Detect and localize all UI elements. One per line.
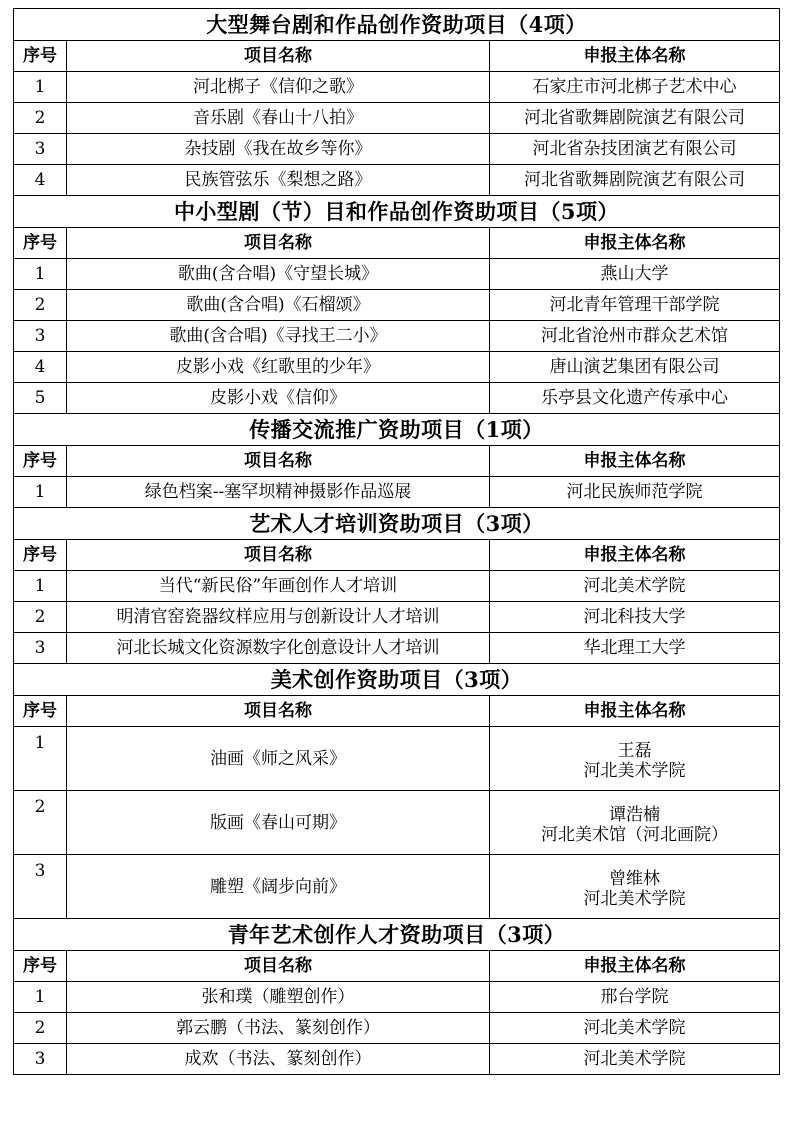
table-header-row bbox=[14, 228, 780, 259]
section-title: 青年艺术创作人才资助项目（3项） bbox=[14, 919, 780, 951]
applicant bbox=[490, 791, 780, 855]
table-row bbox=[14, 290, 780, 321]
table-row bbox=[14, 633, 780, 664]
section-title-row bbox=[14, 664, 780, 696]
applicant: 河北省杂技团演艺有限公司 bbox=[490, 134, 780, 165]
section-title-row bbox=[14, 919, 780, 951]
applicant: 唐山演艺集团有限公司 bbox=[490, 352, 780, 383]
applicant: 河北科技大学 bbox=[490, 602, 780, 633]
applicant bbox=[490, 855, 780, 919]
project-name: 民族管弦乐《梨想之路》 bbox=[67, 165, 490, 196]
project-name: 歌曲(含合唱)《寻找王二小》 bbox=[67, 321, 490, 352]
header-number: 序号 bbox=[14, 446, 67, 477]
applicant-person: 曾维林 bbox=[609, 868, 660, 889]
row-number: 4 bbox=[14, 165, 67, 196]
applicant: 河北省歌舞剧院演艺有限公司 bbox=[490, 165, 780, 196]
table-row bbox=[14, 321, 780, 352]
project-name: 河北长城文化资源数字化创意设计人才培训 bbox=[67, 633, 490, 664]
table-row bbox=[14, 1013, 780, 1044]
table-row bbox=[14, 352, 780, 383]
section-title-row bbox=[14, 9, 780, 41]
header-applicant: 申报主体名称 bbox=[490, 540, 780, 571]
applicant: 河北省沧州市群众艺术馆 bbox=[490, 321, 780, 352]
project-name: 张和璞（雕塑创作） bbox=[67, 982, 490, 1013]
project-name: 皮影小戏《红歌里的少年》 bbox=[67, 352, 490, 383]
row-number: 3 bbox=[14, 633, 67, 664]
applicant bbox=[490, 727, 780, 791]
header-applicant: 申报主体名称 bbox=[490, 228, 780, 259]
header-project-name: 项目名称 bbox=[67, 446, 490, 477]
table-header-row bbox=[14, 446, 780, 477]
header-project-name: 项目名称 bbox=[67, 696, 490, 727]
section-title: 艺术人才培训资助项目（3项） bbox=[14, 508, 780, 540]
header-applicant: 申报主体名称 bbox=[490, 696, 780, 727]
project-name: 绿色档案--塞罕坝精神摄影作品巡展 bbox=[67, 477, 490, 508]
table-row bbox=[14, 727, 780, 791]
project-name: 歌曲(含合唱)《守望长城》 bbox=[67, 259, 490, 290]
project-name: 音乐剧《春山十八拍》 bbox=[67, 103, 490, 134]
table-row bbox=[14, 571, 780, 602]
row-number: 1 bbox=[14, 571, 67, 602]
table-row bbox=[14, 791, 780, 855]
project-name: 当代“新民俗”年画创作人才培训 bbox=[67, 571, 490, 602]
project-name: 成欢（书法、篆刻创作） bbox=[67, 1044, 490, 1075]
table-row bbox=[14, 1044, 780, 1075]
section-title-row bbox=[14, 414, 780, 446]
table-row bbox=[14, 103, 780, 134]
section-title-row bbox=[14, 196, 780, 228]
header-project-name: 项目名称 bbox=[67, 540, 490, 571]
applicant: 河北民族师范学院 bbox=[490, 477, 780, 508]
applicant: 华北理工大学 bbox=[490, 633, 780, 664]
applicant: 河北美术学院 bbox=[490, 571, 780, 602]
row-number: 3 bbox=[14, 134, 67, 165]
header-project-name: 项目名称 bbox=[67, 951, 490, 982]
table-header-row bbox=[14, 540, 780, 571]
project-name: 版画《春山可期》 bbox=[67, 791, 490, 855]
applicant-organization: 河北美术学院 bbox=[583, 760, 686, 781]
row-number: 2 bbox=[14, 290, 67, 321]
project-name: 歌曲(含合唱)《石榴颂》 bbox=[67, 290, 490, 321]
row-number: 3 bbox=[14, 855, 67, 919]
table-header-row bbox=[14, 696, 780, 727]
header-number: 序号 bbox=[14, 41, 67, 72]
project-name: 河北梆子《信仰之歌》 bbox=[67, 72, 490, 103]
row-number: 1 bbox=[14, 72, 67, 103]
header-number: 序号 bbox=[14, 540, 67, 571]
applicant-person: 王磊 bbox=[617, 740, 652, 761]
row-number: 3 bbox=[14, 1044, 67, 1075]
table-header-row bbox=[14, 951, 780, 982]
section-title: 传播交流推广资助项目（1项） bbox=[14, 414, 780, 446]
project-name: 郭云鹏（书法、篆刻创作） bbox=[67, 1013, 490, 1044]
header-project-name: 项目名称 bbox=[67, 41, 490, 72]
project-name: 油画《师之风采》 bbox=[67, 727, 490, 791]
row-number: 5 bbox=[14, 383, 67, 414]
section-title: 美术创作资助项目（3项） bbox=[14, 664, 780, 696]
header-applicant: 申报主体名称 bbox=[490, 951, 780, 982]
project-name: 杂技剧《我在故乡等你》 bbox=[67, 134, 490, 165]
table-row bbox=[14, 259, 780, 290]
section-title: 大型舞台剧和作品创作资助项目（4项） bbox=[14, 9, 780, 41]
table-row bbox=[14, 72, 780, 103]
row-number: 2 bbox=[14, 602, 67, 633]
row-number: 1 bbox=[14, 477, 67, 508]
table-header-row bbox=[14, 41, 780, 72]
table-row bbox=[14, 602, 780, 633]
project-name: 雕塑《阔步向前》 bbox=[67, 855, 490, 919]
applicant: 河北美术学院 bbox=[490, 1044, 780, 1075]
table-row bbox=[14, 982, 780, 1013]
applicant-person: 谭浩楠 bbox=[609, 804, 660, 825]
applicant: 石家庄市河北梆子艺术中心 bbox=[490, 72, 780, 103]
row-number: 1 bbox=[14, 259, 67, 290]
table-row bbox=[14, 134, 780, 165]
table-row bbox=[14, 477, 780, 508]
applicant: 河北省歌舞剧院演艺有限公司 bbox=[490, 103, 780, 134]
header-number: 序号 bbox=[14, 696, 67, 727]
table-row bbox=[14, 165, 780, 196]
section-title: 中小型剧（节）目和作品创作资助项目（5项） bbox=[14, 196, 780, 228]
applicant: 河北美术学院 bbox=[490, 1013, 780, 1044]
applicant-organization: 河北美术学院 bbox=[583, 888, 686, 909]
header-number: 序号 bbox=[14, 228, 67, 259]
header-number: 序号 bbox=[14, 951, 67, 982]
header-applicant: 申报主体名称 bbox=[490, 446, 780, 477]
applicant: 河北青年管理干部学院 bbox=[490, 290, 780, 321]
row-number: 4 bbox=[14, 352, 67, 383]
row-number: 2 bbox=[14, 1013, 67, 1044]
header-applicant: 申报主体名称 bbox=[490, 41, 780, 72]
section-title-row bbox=[14, 508, 780, 540]
table-row bbox=[14, 383, 780, 414]
applicant: 邢台学院 bbox=[490, 982, 780, 1013]
row-number: 3 bbox=[14, 321, 67, 352]
project-name: 皮影小戏《信仰》 bbox=[67, 383, 490, 414]
applicant-organization: 河北美术馆（河北画院） bbox=[541, 824, 728, 845]
header-project-name: 项目名称 bbox=[67, 228, 490, 259]
row-number: 1 bbox=[14, 982, 67, 1013]
row-number: 2 bbox=[14, 103, 67, 134]
project-name: 明清官窑瓷器纹样应用与创新设计人才培训 bbox=[67, 602, 490, 633]
row-number: 1 bbox=[14, 727, 67, 791]
funding-projects-table bbox=[13, 8, 780, 1075]
applicant: 燕山大学 bbox=[490, 259, 780, 290]
table-row bbox=[14, 855, 780, 919]
applicant: 乐亭县文化遗产传承中心 bbox=[490, 383, 780, 414]
row-number: 2 bbox=[14, 791, 67, 855]
